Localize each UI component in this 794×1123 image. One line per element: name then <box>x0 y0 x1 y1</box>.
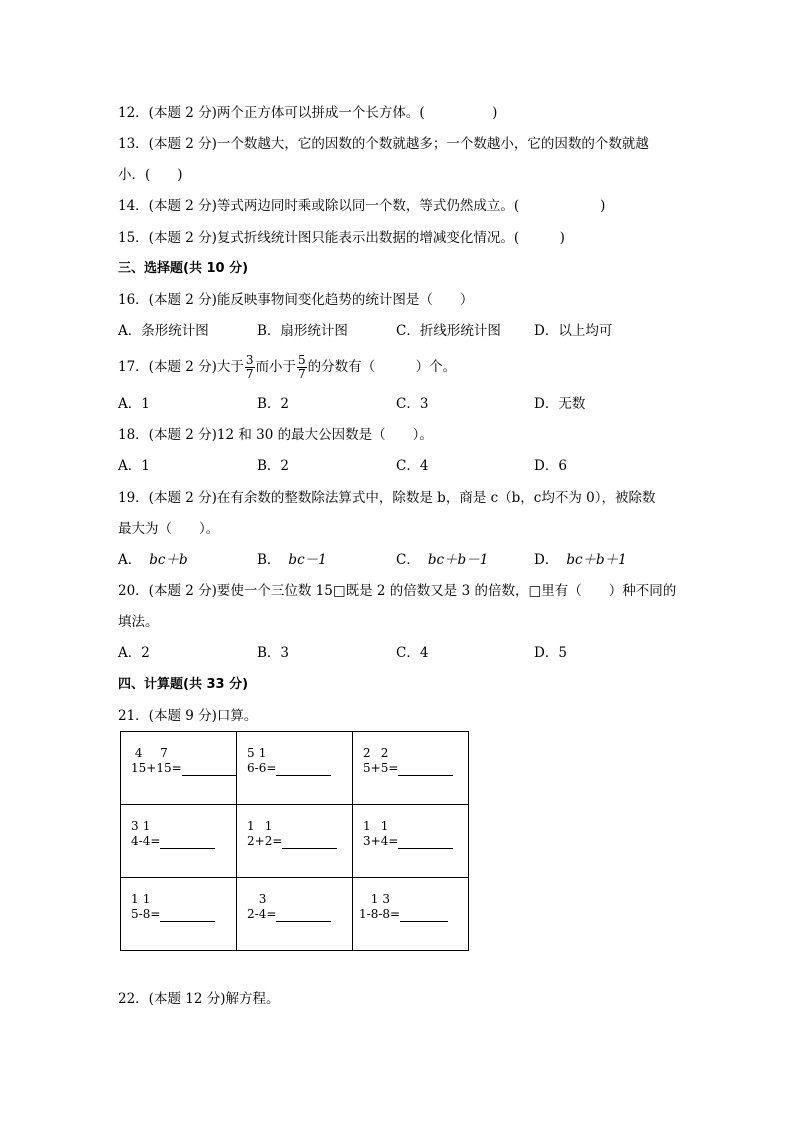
question-16: 16．(本题 2 分)能反映事物间变化趋势的统计图是（ ） <box>118 292 474 308</box>
q17-option-d[interactable]: D．无数 <box>534 396 586 412</box>
q19-option-d[interactable] <box>534 550 627 570</box>
denominator: 3 <box>363 834 371 848</box>
table-cell <box>121 805 237 878</box>
answer-blank[interactable] <box>160 907 215 922</box>
q17-option-b[interactable]: B．2 <box>257 396 290 412</box>
table-cell <box>121 878 237 951</box>
operator: + <box>370 834 381 848</box>
question-13-line2: 小．( ) <box>118 167 183 183</box>
q19-option-a[interactable] <box>118 550 188 570</box>
numerator: 1 <box>142 892 151 906</box>
fraction-a <box>247 746 255 776</box>
denominator: 2 <box>247 834 255 848</box>
denominator: 8 <box>370 907 379 921</box>
answer-blank[interactable] <box>398 761 453 776</box>
question-13-line1: 13．(本题 2 分)一个数越大，它的因数的个数就越多；一个数越小，它的因数的个数就越 <box>118 136 649 152</box>
operator: + <box>254 834 265 848</box>
numerator: 1 <box>380 819 389 833</box>
question-17 <box>118 352 456 382</box>
answer-blank[interactable] <box>282 834 337 849</box>
numerator: 3 <box>382 892 391 906</box>
math-expression <box>363 819 453 849</box>
fraction-a <box>363 819 371 849</box>
numerator: 4 <box>134 746 143 760</box>
equals-sign: = <box>272 834 283 848</box>
denominator: 5 <box>131 907 139 921</box>
q19-option-c[interactable] <box>396 550 488 570</box>
q17-option-c[interactable]: C．3 <box>396 396 429 412</box>
q20-option-d[interactable]: D．5 <box>534 645 567 661</box>
table-cell <box>353 732 469 805</box>
q16-option-c[interactable]: C．折线形统计图 <box>396 323 501 339</box>
question-19-line1: 19．(本题 2 分)在有余数的整数除法算式中，除数是 b，商是 c（b，c均不为 0），被除数 <box>118 490 656 506</box>
question-20-line1: 20．(本题 2 分)要使一个三位数 15□既是 2 的倍数又是 3 的倍数，□里有（ ）种不同的 <box>118 583 677 599</box>
equals-sign: = <box>150 907 161 921</box>
q17-f2-den: 7 <box>298 367 306 381</box>
equals-sign: = <box>171 761 182 775</box>
math-expression <box>363 746 453 776</box>
answer-blank[interactable] <box>398 834 453 849</box>
answer-blank[interactable] <box>160 834 215 849</box>
q19-b-label: B． <box>257 552 281 568</box>
q17-f1-num: 3 <box>245 353 254 367</box>
q17-suffix: 的分数有（ ）个。 <box>307 359 457 375</box>
numerator: 2 <box>363 746 371 760</box>
fraction-b <box>156 746 171 776</box>
numerator: 1 <box>264 819 273 833</box>
question-14: 14．(本题 2 分)等式两边同时乘或除以同一个数，等式仍然成立。( ) <box>118 198 606 214</box>
table-cell <box>121 732 237 805</box>
numerator: 2 <box>380 746 389 760</box>
denominator: 4 <box>142 834 151 848</box>
fraction-a <box>247 819 255 849</box>
q17-middle: 而小于 <box>255 359 297 375</box>
numerator: 1 <box>247 819 255 833</box>
q16-option-a[interactable]: A．条形统计图 <box>118 323 209 339</box>
q20-option-b[interactable]: B．3 <box>257 645 290 661</box>
math-expression <box>247 892 331 922</box>
table-cell <box>237 732 353 805</box>
question-21: 21．(本题 9 分)口算。 <box>118 708 258 724</box>
q17-fraction-1 <box>245 354 255 381</box>
table-cell <box>237 805 353 878</box>
numerator: 7 <box>160 746 168 760</box>
answer-blank[interactable] <box>276 761 331 776</box>
table-cell <box>237 878 353 951</box>
equals-sign: = <box>266 907 277 921</box>
fraction-b <box>382 892 390 922</box>
numerator: 1 <box>142 819 151 833</box>
question-19-line2: 最大为（ ）。 <box>118 521 220 537</box>
denominator: 6 <box>247 761 255 775</box>
equals-sign: = <box>388 761 399 775</box>
numerator: 3 <box>258 892 267 906</box>
q18-option-d[interactable]: D．6 <box>534 458 567 474</box>
numerator: 1 <box>131 892 139 906</box>
question-22: 22．(本题 12 分)解方程。 <box>118 991 280 1007</box>
fraction-a <box>131 746 146 776</box>
q19-d-label: D． <box>534 552 559 568</box>
operator: - <box>138 834 143 848</box>
operator: - <box>366 907 371 921</box>
table-row <box>121 732 469 805</box>
operator: - <box>378 907 383 921</box>
operator: + <box>370 761 381 775</box>
denominator: 5 <box>363 761 371 775</box>
q20-option-a[interactable]: A．2 <box>118 645 150 661</box>
numerator: 1 <box>258 746 267 760</box>
section-3-title: 三、选择题(共 10 分) <box>118 261 249 276</box>
equals-sign: = <box>150 834 161 848</box>
table-cell <box>353 805 469 878</box>
operator: - <box>254 907 259 921</box>
q19-c-label: C． <box>396 552 420 568</box>
answer-blank[interactable] <box>182 761 237 776</box>
math-expression <box>359 892 448 922</box>
answer-blank[interactable] <box>276 907 331 922</box>
denominator: 2 <box>264 834 273 848</box>
math-expression <box>131 746 237 776</box>
fraction-a <box>363 746 371 776</box>
q17-option-a[interactable]: A．1 <box>118 396 150 412</box>
operator: + <box>146 761 157 775</box>
q16-option-b[interactable]: B．扇形统计图 <box>257 323 348 339</box>
math-expression <box>247 819 337 849</box>
q19-a-expr: bc＋b <box>149 552 188 568</box>
q19-b-expr: bc－1 <box>288 552 327 568</box>
section-4-title: 四、计算题(共 33 分) <box>118 677 249 692</box>
question-18: 18．(本题 2 分)12 和 30 的最大公因数是（ ）。 <box>118 427 433 443</box>
q19-a-label: A． <box>118 552 142 568</box>
mental-math-table <box>120 731 469 951</box>
operator: - <box>254 761 259 775</box>
equals-sign: = <box>388 834 399 848</box>
math-expression <box>131 819 215 849</box>
table-row <box>121 878 469 951</box>
fraction-a <box>131 819 139 849</box>
equals-sign: = <box>390 907 401 921</box>
denominator: 4 <box>380 834 389 848</box>
q19-d-expr: bc＋b＋1 <box>566 552 627 568</box>
numerator: 1 <box>370 892 379 906</box>
whole-number: 1 <box>359 907 367 921</box>
question-15: 15．(本题 2 分)复式折线统计图只能表示出数据的增减变化情况。( ) <box>118 230 565 246</box>
q17-f2-num: 5 <box>298 353 306 367</box>
numerator: 3 <box>131 819 139 833</box>
operator: - <box>138 907 143 921</box>
whole-number: 2 <box>247 907 255 921</box>
q18-option-b[interactable]: B．2 <box>257 458 290 474</box>
denominator: 8 <box>382 907 391 921</box>
numerator: 5 <box>247 746 255 760</box>
math-expression <box>131 892 215 922</box>
numerator: 1 <box>363 819 371 833</box>
question-20-line2: 填法。 <box>118 614 159 630</box>
table-cell <box>353 878 469 951</box>
q19-c-expr: bc＋b－1 <box>427 552 489 568</box>
denominator: 15 <box>131 761 147 775</box>
denominator: 4 <box>131 834 139 848</box>
math-expression <box>247 746 331 776</box>
denominator: 5 <box>380 761 389 775</box>
q18-option-c[interactable]: C．4 <box>396 458 429 474</box>
q17-fraction-2 <box>297 354 307 381</box>
denominator: 6 <box>258 761 267 775</box>
q17-f1-den: 7 <box>245 367 254 381</box>
question-12: 12．(本题 2 分)两个正方体可以拼成一个长方体。( ) <box>118 105 498 121</box>
q16-option-d[interactable]: D．以上均可 <box>534 323 613 339</box>
answer-blank[interactable] <box>400 907 448 922</box>
table-row <box>121 805 469 878</box>
denominator: 4 <box>258 907 267 921</box>
fraction-a <box>131 892 139 922</box>
denominator: 15 <box>156 761 172 775</box>
q17-prefix: 17．(本题 2 分)大于 <box>118 359 244 375</box>
q18-option-a[interactable]: A．1 <box>118 458 150 474</box>
q19-option-b[interactable] <box>257 550 327 570</box>
equals-sign: = <box>266 761 277 775</box>
denominator: 8 <box>142 907 151 921</box>
q20-option-c[interactable]: C．4 <box>396 645 429 661</box>
